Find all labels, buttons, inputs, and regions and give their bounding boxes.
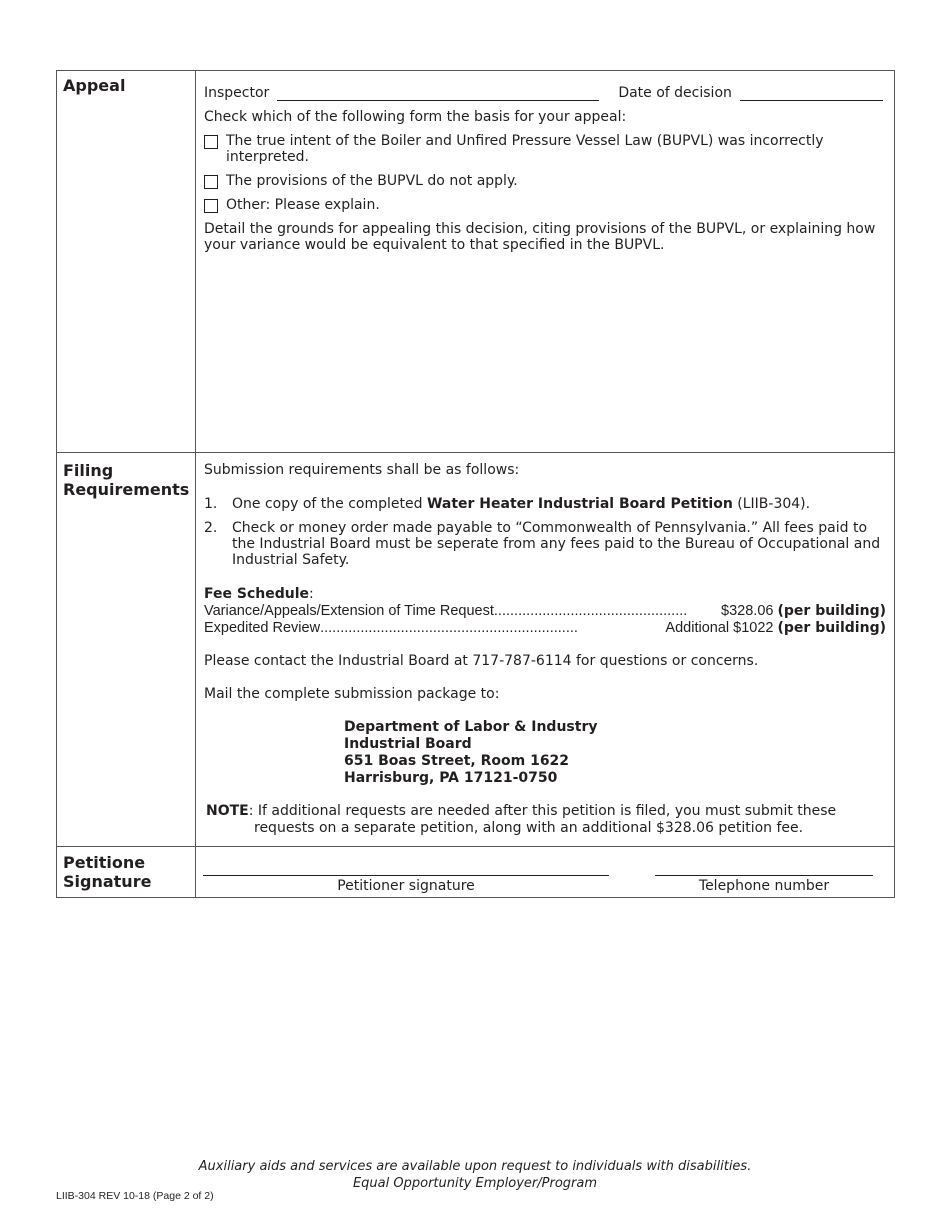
footer-line-1: Auxiliary aids and services are available upon request to individuals with disabilities. [198, 1159, 752, 1174]
telephone-number-caption: Telephone number [698, 878, 830, 894]
contact-text: Please contact the Industrial Board at 717-787-6114 for questions or concerns. [204, 653, 759, 669]
filing-requirements-label: Filing Requirements [63, 461, 190, 499]
filing-content [196, 453, 894, 837]
address-line: 651 Boas Street, Room 1622 [344, 753, 570, 769]
checkbox-other[interactable] [204, 199, 218, 213]
option-intent-text: The true intent of the Boiler and Unfired Pressure Vessel Law (BUPVL) was incorrectly interpreted. [226, 133, 824, 165]
appeal-option-not-apply[interactable] [204, 173, 886, 189]
appeal-explanation-area[interactable] [204, 253, 886, 443]
date-of-decision-field[interactable] [740, 86, 883, 101]
petitioner-signature-caption: Petitioner signature [337, 878, 475, 894]
item-1-text: One copy of the completed Water Heater Industrial Board Petition (LIIB-304). [232, 496, 811, 512]
appeal-content [196, 71, 894, 443]
signature-section [57, 847, 895, 898]
fee-schedule-title: Fee Schedule: [204, 586, 314, 602]
petitioner-signature-line[interactable] [203, 875, 609, 876]
appeal-label: Appeal [63, 76, 126, 95]
address-line: Harrisburg, PA 17121-0750 [344, 770, 558, 786]
petition-form-table [56, 70, 895, 898]
form-id: LIIB-304 REV 10-18 (Page 2 of 2) [56, 1190, 214, 1202]
appeal-option-other[interactable] [204, 197, 886, 213]
appeal-section [57, 71, 895, 453]
fee-line-variance: Variance/Appeals/Extension of Time Request ................................................ $328.06 (per building) [204, 603, 886, 619]
filing-requirements-section [57, 453, 895, 847]
check-intro: Check which of the following form the basis for your appeal: [204, 109, 627, 125]
address-line: Industrial Board [344, 736, 472, 752]
submission-intro: Submission requirements shall be as follows: [204, 462, 520, 478]
mailing-address [344, 719, 886, 787]
signature-label: Petitione Signature [63, 853, 152, 891]
appeal-option-intent[interactable] [204, 133, 886, 165]
inspector-field[interactable] [277, 86, 599, 101]
checkbox-intent[interactable] [204, 135, 218, 149]
address-line: Department of Labor & Industry [344, 719, 598, 735]
footer-notice [0, 1158, 950, 1192]
signature-fields [196, 847, 894, 897]
requirement-item-1 [204, 496, 886, 512]
detail-grounds-text: Detail the grounds for appealing this decision, citing provisions of the BUPVL, or explaining how your variance would be equivalent to that specified in the BUPVL. [204, 221, 876, 253]
checkbox-not-apply[interactable] [204, 175, 218, 189]
fee-line-expedited: Expedited Review ................................................................ Additional $1022 (per building) [204, 620, 886, 636]
inspector-label: Inspector [204, 85, 270, 101]
telephone-number-line[interactable] [655, 875, 873, 876]
note-text: NOTE: If additional requests are needed after this petition is filed, you must submit these requests on a separate petition, along with an additional $328.06 petition fee. [206, 803, 837, 836]
mail-intro: Mail the complete submission package to: [204, 686, 500, 702]
item-1-number: 1. [204, 496, 218, 512]
option-other-text: Other: Please explain. [226, 197, 380, 213]
footer-line-2: Equal Opportunity Employer/Program [352, 1176, 598, 1191]
requirement-item-2 [204, 520, 886, 568]
date-of-decision-label: Date of decision [618, 85, 732, 101]
option-not-apply-text: The provisions of the BUPVL do not apply. [226, 173, 518, 189]
item-2-number: 2. [204, 520, 218, 536]
item-2-text: Check or money order made payable to “Commonwealth of Pennsylvania.” All fees paid to the Industrial Board must be seperate from any fees paid to the Bureau of Occupational and Industrial Safety. [232, 520, 881, 568]
inspector-date-row [204, 79, 886, 101]
